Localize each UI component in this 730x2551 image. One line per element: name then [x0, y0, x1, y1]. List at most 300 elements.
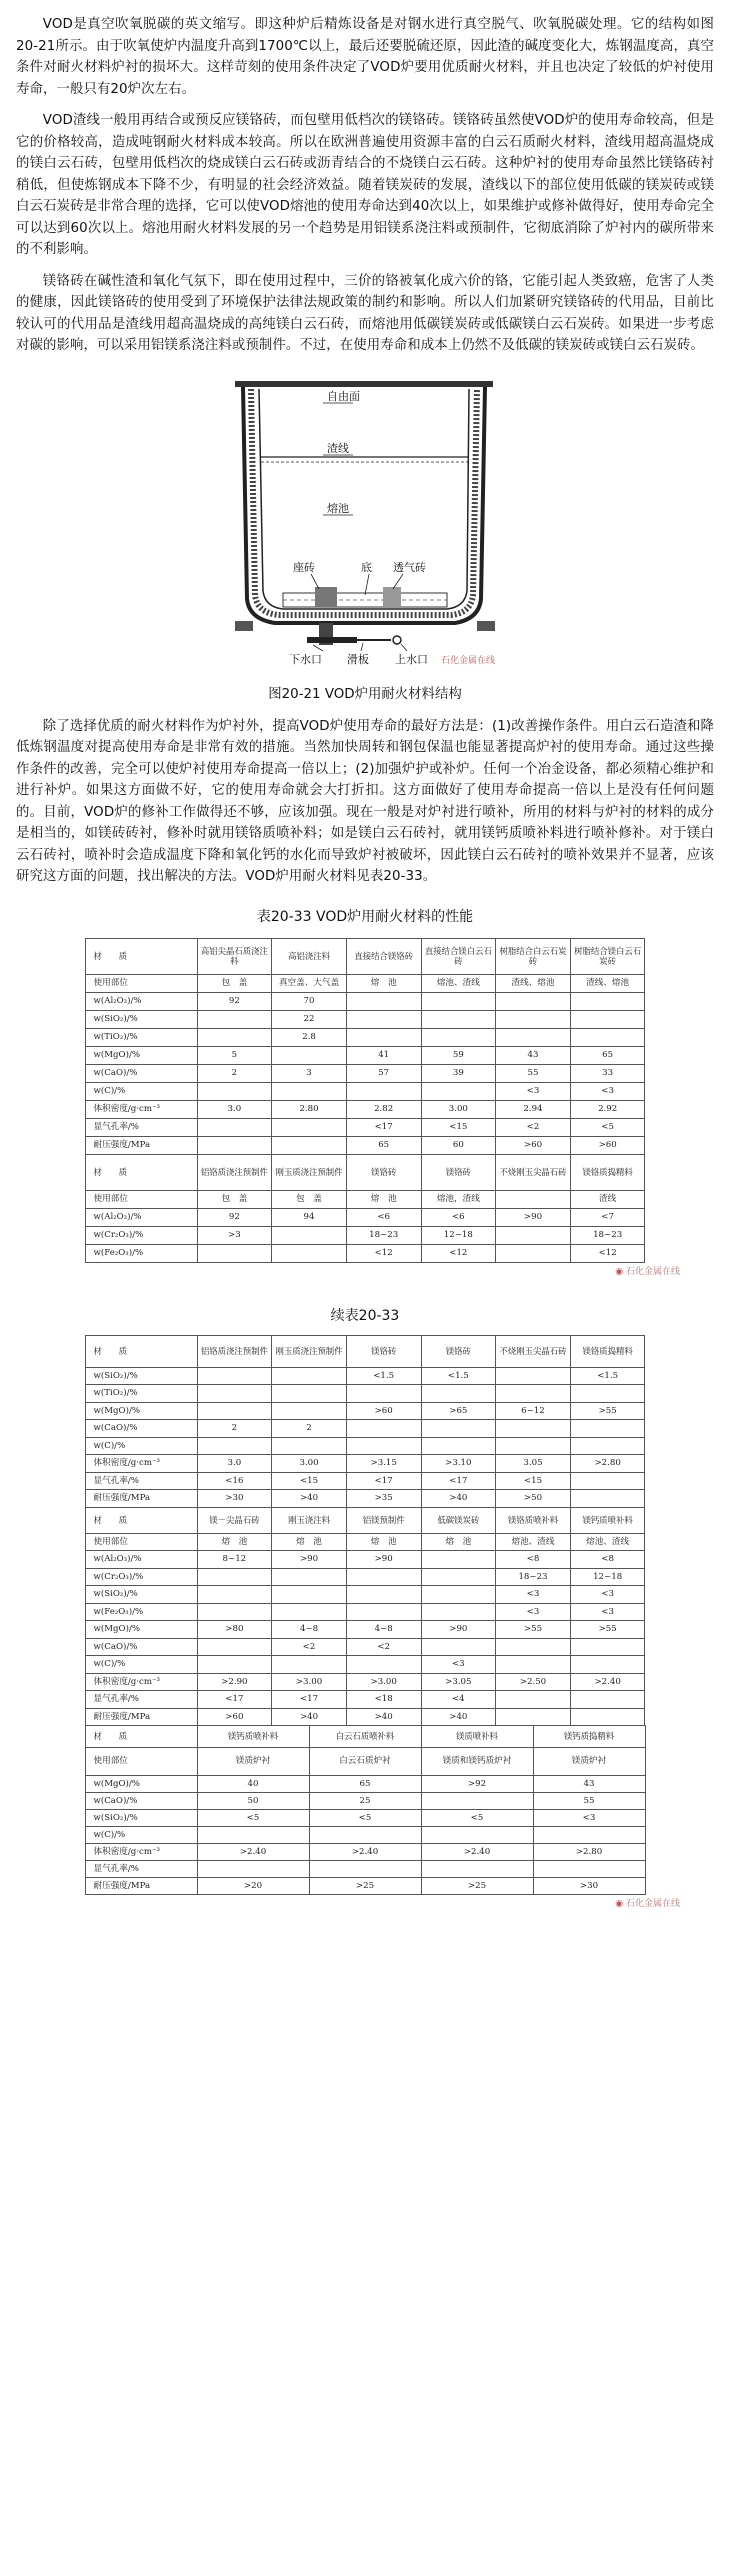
row-label-cell: 材 质 [85, 1507, 197, 1533]
row-label-cell: w(C)/% [85, 1656, 197, 1674]
table-cell: 3.00 [421, 1100, 496, 1118]
table-cell: 43 [533, 1776, 645, 1793]
table-cell: 白云石质喷补料 [309, 1726, 421, 1748]
table-cell: <17 [197, 1691, 272, 1709]
table-cell: 18~23 [570, 1226, 645, 1244]
table-cell: <17 [346, 1472, 421, 1490]
table-row [85, 1046, 645, 1064]
table-cell [272, 1437, 347, 1455]
table-cell: 高铝浇注料 [272, 938, 347, 974]
table-row [85, 974, 645, 992]
table-cell [421, 1385, 496, 1403]
watermark-logo-icon: ◉ [615, 1899, 624, 1909]
table-cell [421, 1568, 496, 1586]
table-cell: >3.15 [346, 1455, 421, 1473]
table-cell: 2.92 [570, 1100, 645, 1118]
table-cell [570, 1420, 645, 1438]
figure-caption: 图20-21 VOD炉用耐火材料结构 [268, 686, 462, 702]
properties-table [85, 938, 646, 1263]
row-label-cell: w(C)/% [85, 1082, 197, 1100]
table-row [85, 1708, 645, 1726]
table-watermark: ◉ 石化金属在线 [615, 1266, 680, 1277]
table-cell [496, 1385, 571, 1403]
table-row [85, 1028, 645, 1046]
row-label-cell: 显气孔率/% [85, 1472, 197, 1490]
table-cell: 18~23 [346, 1226, 421, 1244]
table-cell [346, 1082, 421, 1100]
table-cell: 熔池、渣线 [421, 974, 496, 992]
table-cell [496, 1420, 571, 1438]
table-cell: 真空盖、大气盖 [272, 974, 347, 992]
table-cell: 渣线、熔池 [570, 974, 645, 992]
materials-table [16, 938, 714, 1263]
row-label-cell: w(CaO)/% [85, 1420, 197, 1438]
table-cell: >2.40 [421, 1844, 533, 1861]
table-cell: <2 [272, 1638, 347, 1656]
table-cell [496, 1437, 571, 1455]
table-row [85, 1827, 645, 1844]
table-cell: 镁钙质捣精料 [533, 1726, 645, 1748]
table-cell: >80 [197, 1621, 272, 1639]
table-cell [197, 1861, 309, 1878]
table-cell: 熔 池 [346, 1533, 421, 1551]
table-cell: >30 [197, 1490, 272, 1508]
table-cell: 熔 池 [346, 974, 421, 992]
table-cell: 39 [421, 1064, 496, 1082]
table-cell: 铝铬质浇注预制件 [197, 1335, 272, 1367]
row-label-cell: w(CaO)/% [85, 1064, 197, 1082]
table-cell [272, 1568, 347, 1586]
figure-watermark: 石化金属在线 [441, 655, 496, 666]
table-cell [346, 1656, 421, 1674]
table-cell: >3.05 [421, 1673, 496, 1691]
table-row [85, 1533, 645, 1551]
table-cell: <17 [421, 1472, 496, 1490]
row-label-cell: 使用部位 [85, 1748, 197, 1776]
row-label-cell: w(MgO)/% [85, 1776, 197, 1793]
row-label-cell: w(CaO)/% [85, 1793, 197, 1810]
table-cell [570, 1385, 645, 1403]
table-cell: 92 [197, 1208, 272, 1226]
table-cell [272, 1226, 347, 1244]
table-cell: <15 [496, 1472, 571, 1490]
table-cell [309, 1827, 421, 1844]
table-cell: 57 [346, 1064, 421, 1082]
table-row [85, 1136, 645, 1154]
table-cell [197, 1118, 272, 1136]
table-cell: 直接结合镁白云石砖 [421, 938, 496, 974]
table-cell: <3 [496, 1082, 571, 1100]
table-row [85, 1748, 645, 1776]
table-cell: 镁质和镁钙质炉衬 [421, 1748, 533, 1776]
table-cell: <6 [346, 1208, 421, 1226]
table-cell: 熔 池 [421, 1533, 496, 1551]
table-row [85, 1244, 645, 1262]
table-cell: 白云石质炉衬 [309, 1748, 421, 1776]
table-cell [272, 1603, 347, 1621]
table-cell: 不烧刚玉尖晶石砖 [496, 1154, 571, 1190]
table-cell [197, 1656, 272, 1674]
table-cell [272, 1385, 347, 1403]
table-cell: 镁铬砖 [421, 1335, 496, 1367]
table-cell: <1.5 [421, 1367, 496, 1385]
table-cell [346, 1568, 421, 1586]
table-cell [570, 1691, 645, 1709]
table-row [85, 1010, 645, 1028]
table-cell: <5 [570, 1118, 645, 1136]
table-cell: 40 [197, 1776, 309, 1793]
table-cell: >3.00 [272, 1673, 347, 1691]
row-label-cell: w(SiO₂)/% [85, 1010, 197, 1028]
label-bottom: 底 [361, 560, 372, 574]
table-cell: <3 [570, 1586, 645, 1604]
table-cell: 铝镁预制件 [346, 1507, 421, 1533]
table-cell: 65 [309, 1776, 421, 1793]
table-cell: 3.0 [197, 1455, 272, 1473]
table-cell [421, 1082, 496, 1100]
table-cell: >55 [570, 1402, 645, 1420]
table-watermark-2: ◉ 石化金属在线 [615, 1899, 680, 1909]
table-cell: 镁质炉衬 [197, 1748, 309, 1776]
table-row [85, 1603, 645, 1621]
table-cell [496, 1190, 571, 1208]
table-cell [272, 1136, 347, 1154]
table-cell: >60 [346, 1402, 421, 1420]
table-cell: >25 [421, 1878, 533, 1895]
table-cell: 2 [272, 1420, 347, 1438]
table-cell [346, 1437, 421, 1455]
table-cell: >40 [272, 1708, 347, 1726]
table-row [85, 1420, 645, 1438]
row-label-cell: 使用部位 [85, 974, 197, 992]
table-cell: >35 [346, 1490, 421, 1508]
table-cell: 94 [272, 1208, 347, 1226]
table-cell [496, 1028, 571, 1046]
table-cell: 59 [421, 1046, 496, 1064]
table-cell: 2 [197, 1420, 272, 1438]
table-cell [346, 1385, 421, 1403]
label-nozzle: 下水口 [289, 652, 322, 666]
row-label-cell: w(Al₂O₃)/% [85, 992, 197, 1010]
table-cell: 镁钙质喷补料 [570, 1507, 645, 1533]
table-cell: <17 [346, 1118, 421, 1136]
row-label-cell: 材 质 [85, 1726, 197, 1748]
table-cell: <1.5 [570, 1367, 645, 1385]
table-cell: 2.94 [496, 1100, 571, 1118]
table-cell: >3 [197, 1226, 272, 1244]
table-cell: 树脂结合镁白云石炭砖 [570, 938, 645, 974]
table-cell: 镁铬质喷补料 [496, 1507, 571, 1533]
table-cell [421, 1827, 533, 1844]
table-row [85, 1793, 645, 1810]
table-cell [272, 1367, 347, 1385]
table-cell [496, 1244, 571, 1262]
table-cell: 55 [533, 1793, 645, 1810]
table-cell: <3 [570, 1603, 645, 1621]
table-cell: <5 [197, 1810, 309, 1827]
row-label-cell: w(C)/% [85, 1827, 197, 1844]
row-label-cell: w(C)/% [85, 1437, 197, 1455]
table-cell: >2.50 [496, 1673, 571, 1691]
table-cell [197, 1367, 272, 1385]
table-cell: <7 [570, 1208, 645, 1226]
table-cell [496, 1656, 571, 1674]
table-cell: <8 [570, 1551, 645, 1569]
row-label-cell: w(TiO₂)/% [85, 1028, 197, 1046]
row-label-cell: w(Al₂O₃)/% [85, 1208, 197, 1226]
table-cell [496, 1691, 571, 1709]
table-cell [197, 1437, 272, 1455]
row-label-cell: w(MgO)/% [85, 1402, 197, 1420]
table-cell: >90 [272, 1551, 347, 1569]
row-label-cell: w(CaO)/% [85, 1638, 197, 1656]
table-cell: 5 [197, 1046, 272, 1064]
table-cell: >2.40 [570, 1673, 645, 1691]
table-row [85, 1082, 645, 1100]
continued-caption: 续表20-33 [330, 1307, 400, 1324]
table-cell: <3 [533, 1810, 645, 1827]
materials-table-continued [16, 1335, 714, 1896]
table-row [85, 1776, 645, 1793]
table-cell: <2 [346, 1638, 421, 1656]
table-row [85, 1385, 645, 1403]
row-label-cell: 材 质 [85, 1154, 197, 1190]
table-caption: 表20-33 VOD炉用耐火材料的性能 [256, 908, 474, 925]
table-cell [197, 1244, 272, 1262]
table-cell: 镁质炉衬 [533, 1748, 645, 1776]
table-cell: >40 [421, 1708, 496, 1726]
vod-furnace-figure [215, 367, 515, 667]
table-cell: >40 [272, 1490, 347, 1508]
table-cell: >60 [570, 1136, 645, 1154]
table-cell: >2.90 [197, 1673, 272, 1691]
table-row [85, 1472, 645, 1490]
label-free-surface: 自由面 [327, 389, 360, 403]
table-cell [197, 1082, 272, 1100]
table-cell [496, 1010, 571, 1028]
row-label-cell: 显气孔率/% [85, 1861, 197, 1878]
table-cell [197, 1010, 272, 1028]
table-cell [533, 1861, 645, 1878]
properties-table [85, 1335, 646, 1727]
table-cell: <17 [272, 1691, 347, 1709]
table-cell: 熔池、渣线 [570, 1533, 645, 1551]
table-cell: <3 [496, 1603, 571, 1621]
table-row [85, 1490, 645, 1508]
table-cell: <12 [346, 1244, 421, 1262]
table-cell: 不烧刚玉尖晶石砖 [496, 1335, 571, 1367]
row-label-cell: 耐压强度/MPa [85, 1878, 197, 1895]
table-cell [346, 1420, 421, 1438]
table-header-row [85, 938, 645, 974]
label-upper-nozzle: 上水口 [395, 652, 428, 666]
table-cell [496, 1226, 571, 1244]
table-cell: 包 盖 [197, 1190, 272, 1208]
table-cell: 3.00 [272, 1455, 347, 1473]
table-cell: <2 [496, 1118, 571, 1136]
table-row [85, 1673, 645, 1691]
table-row [85, 1226, 645, 1244]
table-cell [272, 1118, 347, 1136]
table-cell [346, 1010, 421, 1028]
table-cell: 92 [197, 992, 272, 1010]
table-cell: 2 [197, 1064, 272, 1082]
row-label-cell: 材 质 [85, 1335, 197, 1367]
table-cell: >60 [496, 1136, 571, 1154]
table-cell: 高铝尖晶石质浇注料 [197, 938, 272, 974]
table-cell: 65 [346, 1136, 421, 1154]
table-cell: 镁铬砖 [346, 1335, 421, 1367]
table-cell: 43 [496, 1046, 571, 1064]
table-cell: <15 [272, 1472, 347, 1490]
table-cell: 熔 池 [346, 1190, 421, 1208]
table-cell [346, 1586, 421, 1604]
row-label-cell: 材 质 [85, 938, 197, 974]
table-cell: <1.5 [346, 1367, 421, 1385]
table-cell [197, 1586, 272, 1604]
paragraph-maintenance: 除了选择优质的耐火材料作为炉衬外，提高VOD炉使用寿命的最好方法是：(1)改善操作条件。用白云石造渣和降低炼钢温度对提高使用寿命是非常有效的措施。当然加快周转和钢包保温也能显著提高炉衬的使用寿命。通过这些操作条件的改善，完全可以使炉衬使用寿命提高一倍以上；(2)加强炉护或补炉。任何一个冶金设备，都必须精心维护和进行补炉。如果这方面做不好，它的使用寿命就会大打折扣。这方面做好了使用寿命提高一倍以上是没有任何问题的。目前，VOD炉的修补工作做得还不够，应该加强。现在一般是对炉衬进行喷补，所用的材料与炉衬的材料的成分是相当的，如镁砖砖衬，修补时就用镁铬质喷补料；如是镁白云石砖衬，就用镁钙质喷补料进行喷补修补。对于镁白云石砖衬，喷补时会造成温度下降和氧化钙的水化而导致炉衬被破坏，因此镁白云石砖衬的喷补效果并不显著，应该研究这方面的问题，找出解决的方法。VOD炉用耐火材料见表20-33。 [16, 718, 714, 884]
table-cell [272, 1402, 347, 1420]
table-cell: 镁铬砖 [421, 1154, 496, 1190]
table-cell [421, 1586, 496, 1604]
table-cell: >55 [570, 1621, 645, 1639]
table-cell: 25 [309, 1793, 421, 1810]
table-row [85, 1367, 645, 1385]
label-slide-plate: 滑板 [347, 652, 369, 666]
table-cell: >2.80 [533, 1844, 645, 1861]
table-cell: <8 [496, 1551, 571, 1569]
table-cell [346, 1603, 421, 1621]
table-cell: <12 [570, 1244, 645, 1262]
row-label-cell: w(Cr₂O₃)/% [85, 1226, 197, 1244]
table-cell: 包 盖 [272, 1190, 347, 1208]
table-cell: 镁质喷补料 [421, 1726, 533, 1748]
table-cell [496, 1367, 571, 1385]
row-label-cell: w(Al₂O₃)/% [85, 1551, 197, 1569]
row-label-cell: 体积密度/g·cm⁻³ [85, 1455, 197, 1473]
table-cell: 3.05 [496, 1455, 571, 1473]
table-cell [197, 1827, 309, 1844]
table-cell [496, 992, 571, 1010]
table-cell: >92 [421, 1776, 533, 1793]
table-cell [309, 1861, 421, 1878]
row-label-cell: w(SiO₂)/% [85, 1586, 197, 1604]
table-cell: 渣线、熔池 [496, 974, 571, 992]
table-cell: >90 [421, 1621, 496, 1639]
table-cell: 3 [272, 1064, 347, 1082]
paragraph-chromium: 镁铬砖在碱性渣和氧化气氛下，即在使用过程中，三价的铬被氧化成六价的铬，它能引起人类致癌，危害了人类的健康，因此镁铬砖的使用受到了环境保护法律法规政策的制约和影响。所以人们加紧研究镁铬砖的代用品，目前比较认可的代用品是渣线用超高温烧成的高纯镁白云石砖，而熔池用低碳镁炭砖或低碳镁白云石炭砖。如果进一步考虑对碳的影响，可以采用铝镁系浇注料或预制件。不过，在使用寿命和成本上仍然不及低碳的镁炭砖或镁白云石炭砖。 [16, 273, 714, 353]
table-cell [421, 1603, 496, 1621]
table-cell: 树脂结合白云石炭砖 [496, 938, 571, 974]
table-cell [421, 992, 496, 1010]
row-label-cell: 体积密度/g·cm⁻³ [85, 1673, 197, 1691]
table-cell: >3.10 [421, 1455, 496, 1473]
table-cell: 4~8 [272, 1621, 347, 1639]
table-row [85, 1402, 645, 1420]
table-cell [570, 1638, 645, 1656]
table-cell [570, 1028, 645, 1046]
table-row [85, 1455, 645, 1473]
table-row [85, 1118, 645, 1136]
table-cell [570, 1708, 645, 1726]
row-label-cell: 耐压强度/MPa [85, 1490, 197, 1508]
watermark-logo-icon: ◉ [615, 1266, 624, 1277]
row-label-cell: 使用部位 [85, 1190, 197, 1208]
table-cell: 镁铬砖 [346, 1154, 421, 1190]
label-slag-line: 渣线 [327, 441, 349, 455]
table-cell [272, 1586, 347, 1604]
table-row [85, 1586, 645, 1604]
table-cell: 41 [346, 1046, 421, 1064]
table-row [85, 1208, 645, 1226]
label-bath: 熔池 [327, 501, 349, 515]
table-row [85, 1551, 645, 1569]
table-cell [496, 1638, 571, 1656]
table-cell [197, 1402, 272, 1420]
table-cell: 直接结合镁铬砖 [346, 938, 421, 974]
table-cell: 低碳镁炭砖 [421, 1507, 496, 1533]
row-label-cell: 耐压强度/MPa [85, 1708, 197, 1726]
table-row [85, 1100, 645, 1118]
table-cell [272, 1656, 347, 1674]
table-row [85, 1638, 645, 1656]
row-label-cell: w(Fe₂O₃)/% [85, 1603, 197, 1621]
table-cell: 渣线 [570, 1190, 645, 1208]
properties-table-sprays [85, 1725, 646, 1895]
table-cell [197, 1028, 272, 1046]
table-cell [197, 1385, 272, 1403]
table-row [85, 1691, 645, 1709]
table-cell: 33 [570, 1064, 645, 1082]
table-cell: 4~8 [346, 1621, 421, 1639]
table-cell: >30 [533, 1878, 645, 1895]
table-cell: >2.40 [309, 1844, 421, 1861]
table-cell [496, 1708, 571, 1726]
table-cell: <12 [421, 1244, 496, 1262]
table-cell: 6~12 [496, 1402, 571, 1420]
table-cell [346, 992, 421, 1010]
table-cell: 铝铬质浇注预制件 [197, 1154, 272, 1190]
table-cell: >40 [421, 1490, 496, 1508]
table-row [85, 1064, 645, 1082]
table-cell [272, 1046, 347, 1064]
table-cell: 包 盖 [197, 974, 272, 992]
table-cell: >40 [346, 1708, 421, 1726]
row-label-cell: w(MgO)/% [85, 1046, 197, 1064]
table-cell: <5 [421, 1810, 533, 1827]
row-label-cell: 体积密度/g·cm⁻³ [85, 1844, 197, 1861]
row-label-cell: w(SiO₂)/% [85, 1367, 197, 1385]
table-cell [197, 1603, 272, 1621]
table-cell: 12~18 [421, 1226, 496, 1244]
table-cell: 2.80 [272, 1100, 347, 1118]
table-cell: 8~12 [197, 1551, 272, 1569]
table-cell: 刚玉质浇注预制件 [272, 1335, 347, 1367]
table-cell: 3.0 [197, 1100, 272, 1118]
table-cell: >3.00 [346, 1673, 421, 1691]
table-cell: 镁铬质捣精料 [570, 1335, 645, 1367]
row-label-cell: 耐压强度/MPa [85, 1136, 197, 1154]
paragraph-slagline: VOD渣线一般用再结合或预反应镁铬砖，而包壁用低档次的镁铬砖。镁铬砖虽然使VOD炉的使用寿命较高，但是它的价格较高，造成吨钢耐火材料成本较高。所以在欧洲普遍使用资源丰富的白云石质耐火材料，渣线用超高温烧成的镁白云石砖，包壁用低档次的烧成镁白云石砖或沥青结合的不烧镁白云石砖。这种炉衬的使用寿命虽然比镁铬砖衬稍低，但使炼钢成本下降不少，有明显的社会经济效益。随着镁炭砖的发展，渣线以下的部位使用低碳的镁炭砖或镁白云石炭砖是非常合理的选择，它可以使VOD熔池的使用寿命达到40次以上，如果维护或修补做得好，使用寿命完全可以达到60次以上。熔池用耐火材料发展的另一个趋势是用铝镁系浇注料或预制件，它彻底消除了炉衬内的碳所带来的不利影响。 [16, 113, 714, 257]
table-row [85, 992, 645, 1010]
table-cell: <4 [421, 1691, 496, 1709]
table-cell: <18 [346, 1691, 421, 1709]
table-cell [197, 1638, 272, 1656]
table-cell [421, 1028, 496, 1046]
table-cell: <3 [421, 1656, 496, 1674]
row-label-cell: 显气孔率/% [85, 1691, 197, 1709]
table-cell: >55 [496, 1621, 571, 1639]
